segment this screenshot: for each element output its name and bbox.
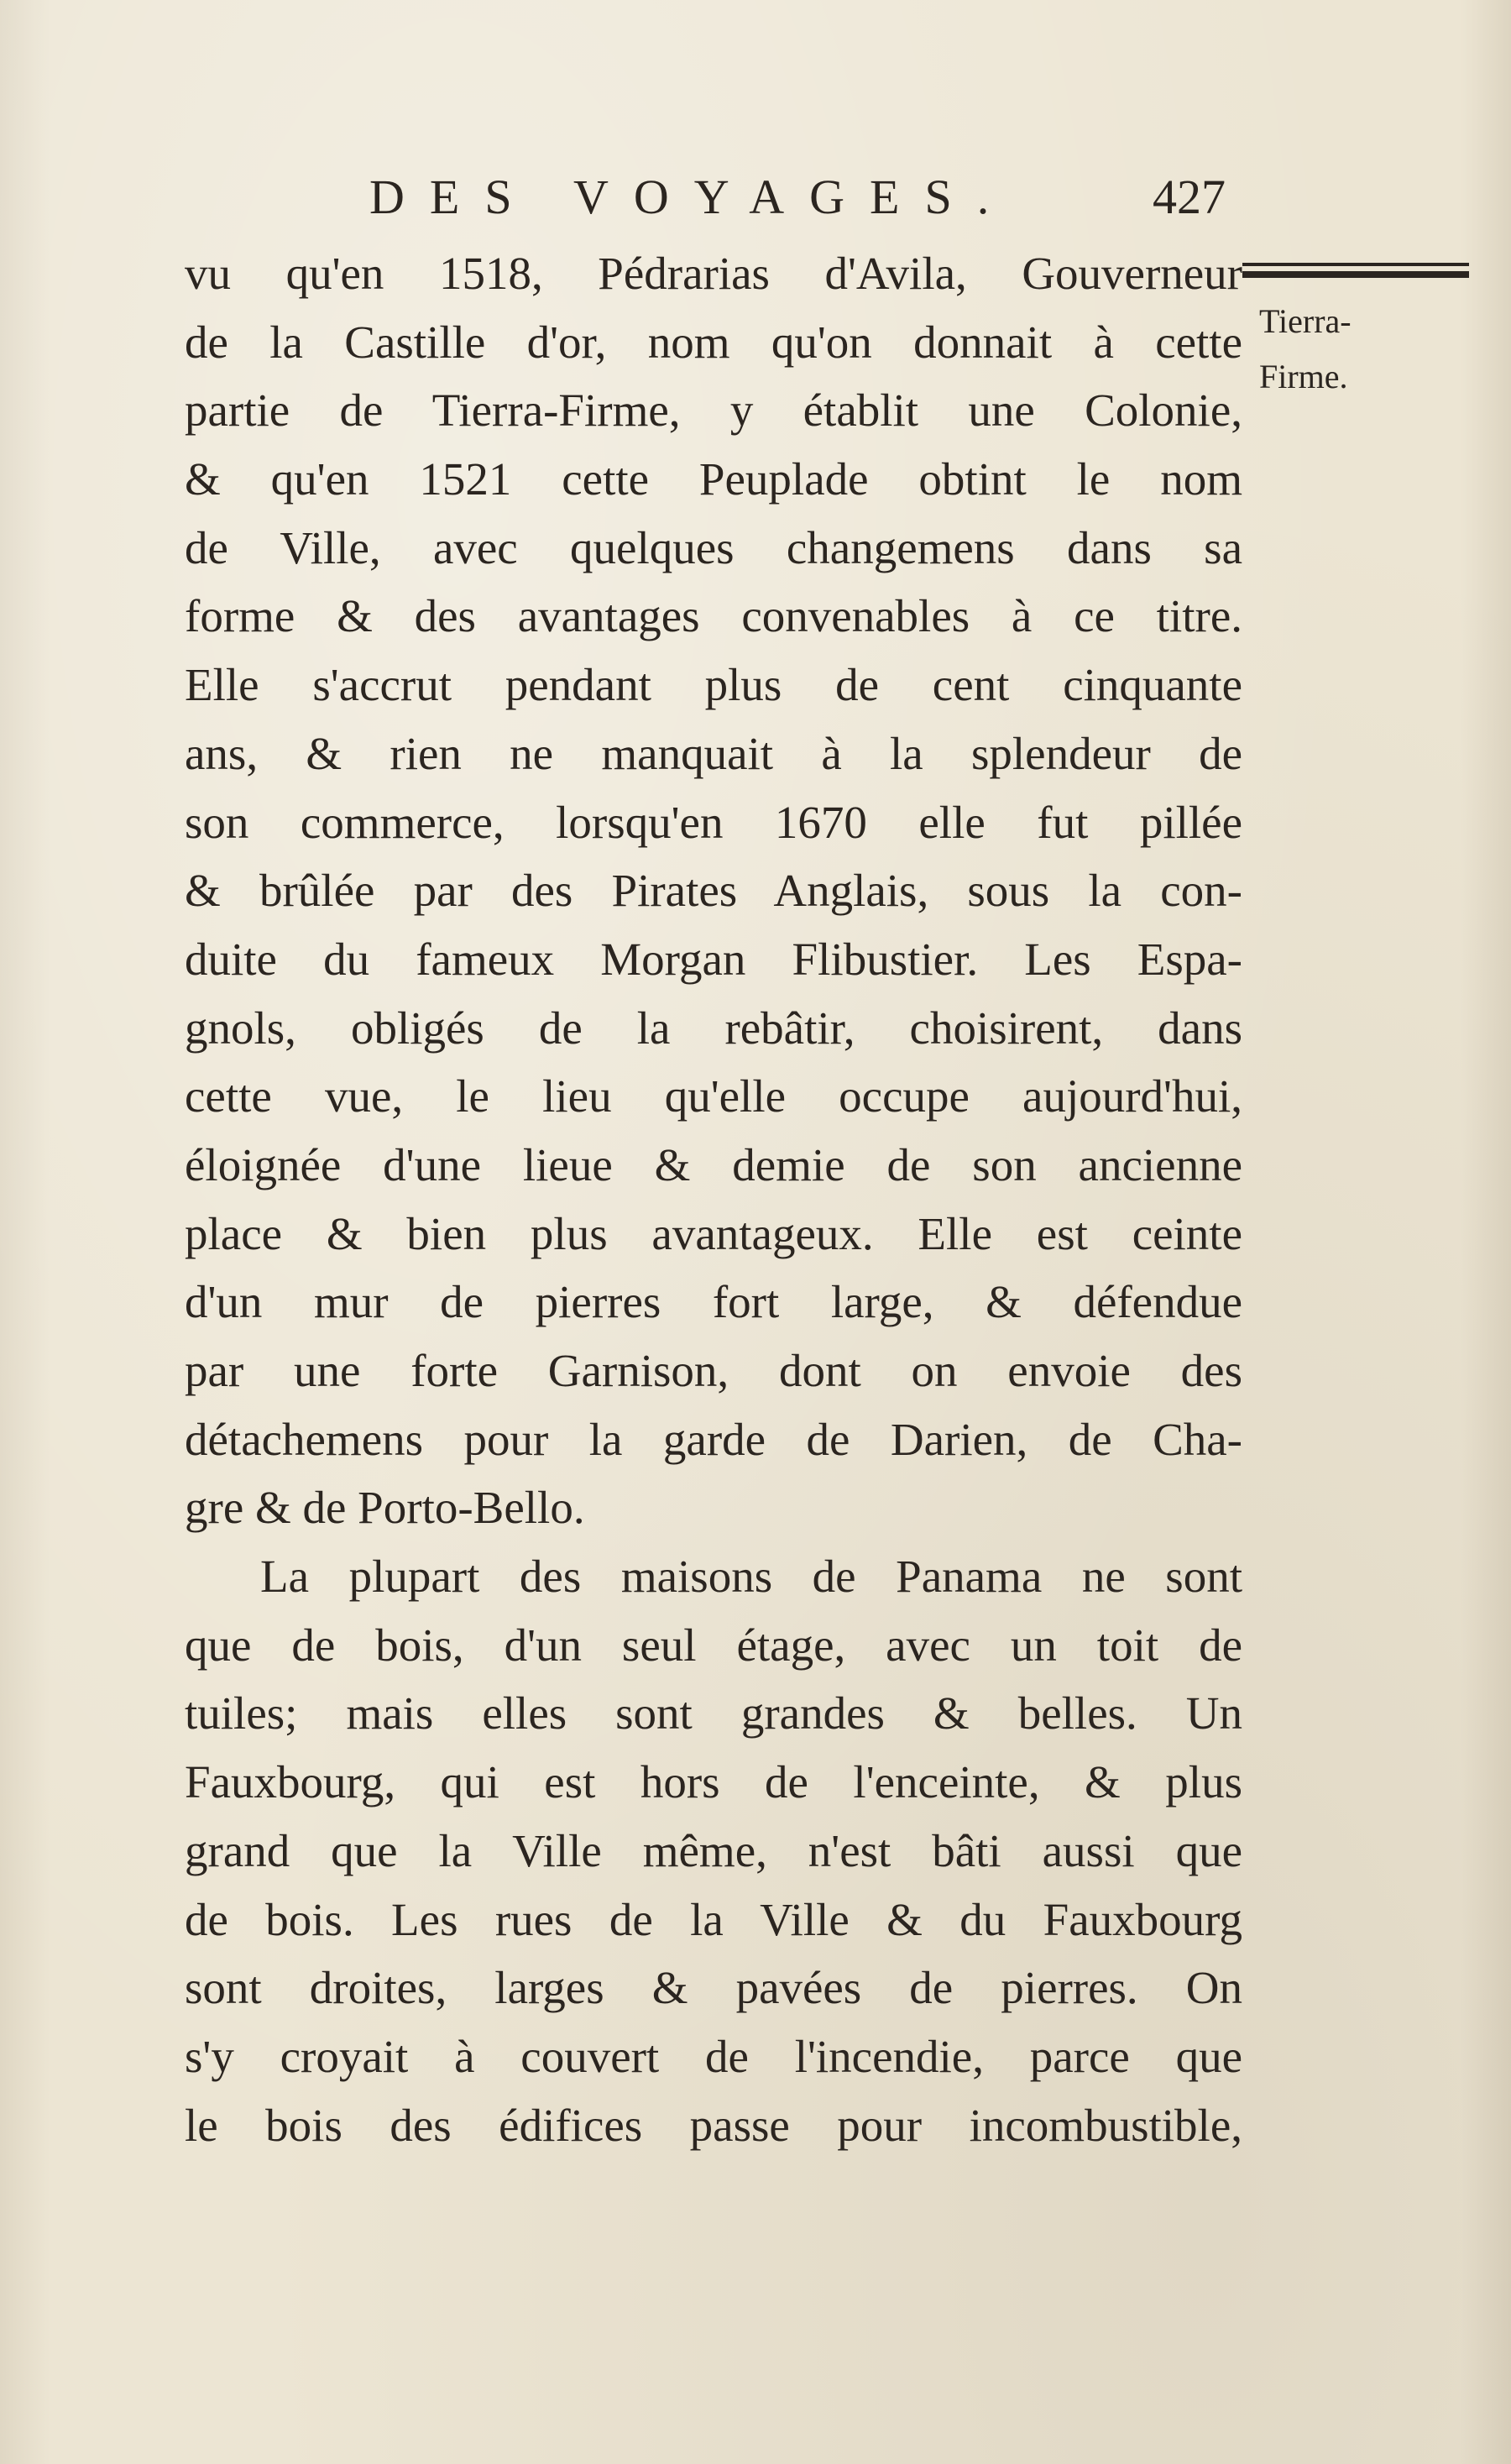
margin-note-line: Firme. (1259, 358, 1348, 395)
text-line: tuiles; mais elles sont grandes & belles. Un (185, 1687, 1242, 1739)
text-line: vu qu'en 1518, Pédrarias d'Avila, Gouverneur (185, 248, 1242, 299)
paragraph (185, 239, 1242, 1542)
text-line: le bois des édifices passe pour incombustible, (185, 2099, 1242, 2151)
text-line: ans, & rien ne manquait à la splendeur de (185, 727, 1242, 779)
text-line: duite du fameux Morgan Flibustier. Les Espa- (185, 933, 1242, 985)
text-line: sont droites, larges & pavées de pierres. On (185, 1962, 1242, 2014)
paragraph (185, 1542, 1242, 2159)
text-line: de Ville, avec quelques changemens dans sa (185, 521, 1242, 573)
running-title: DES VOYAGES. (369, 170, 1015, 224)
margin-note (1259, 294, 1477, 405)
text-line: partie de Tierra-Firme, y établit une Colonie, (185, 385, 1242, 437)
text-line: Elle s'accrut pendant plus de cent cinquante (185, 659, 1242, 711)
text-line: cette vue, le lieu qu'elle occupe aujourd'hui, (185, 1070, 1242, 1122)
margin-rule (1242, 263, 1469, 278)
page-header (369, 164, 1226, 231)
text-line: son commerce, lorsqu'en 1670 elle fut pillée (185, 796, 1242, 848)
text-line: éloignée d'une lieue & demie de son ancienne (185, 1138, 1242, 1190)
text-line: que de bois, d'un seul étage, avec un toit de (185, 1619, 1242, 1671)
text-line: Fauxbourg, qui est hors de l'enceinte, & plus (185, 1756, 1242, 1808)
body-text (185, 239, 1242, 2159)
text-line: de bois. Les rues de la Ville & du Fauxbourg (185, 1893, 1242, 1945)
text-line: La plupart des maisons de Panama ne sont (260, 1551, 1242, 1603)
text-line: & brûlée par des Pirates Anglais, sous la con- (185, 865, 1242, 917)
text-line: forme & des avantages convenables à ce titre. (185, 590, 1242, 642)
margin-note-line: Tierra- (1259, 302, 1352, 340)
text-line: grand que la Ville même, n'est bâti aussi que (185, 1824, 1242, 1876)
text-line: place & bien plus avantageux. Elle est ceinte (185, 1207, 1242, 1259)
page-number: 427 (1153, 170, 1226, 224)
text-line: d'un mur de pierres fort large, & défendue (185, 1276, 1242, 1328)
text-line: détachemens pour la garde de Darien, de Cha- (185, 1413, 1242, 1465)
text-line: gnols, obligés de la rebâtir, choisirent, dans (185, 1002, 1242, 1054)
text-line: par une forte Garnison, dont on envoie des (185, 1345, 1242, 1396)
text-line: gre & de Porto-Bello. (185, 1482, 585, 1534)
text-line: s'y croyait à couvert de l'incendie, parce que (185, 2030, 1242, 2082)
text-line: de la Castille d'or, nom qu'on donnait à cette (185, 316, 1242, 368)
text-line: & qu'en 1521 cette Peuplade obtint le nom (185, 453, 1242, 505)
